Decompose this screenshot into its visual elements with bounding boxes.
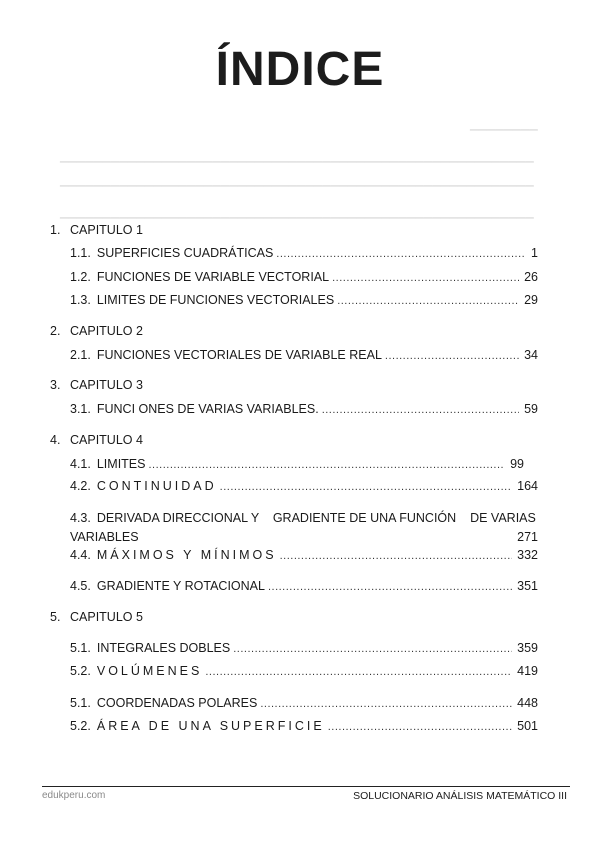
section-label: LIMITES DE FUNCIONES VECTORIALES — [96, 293, 335, 307]
section-number: 5.2. — [70, 664, 91, 678]
page-number: 164 — [517, 479, 538, 493]
bleed-through-text: ▁▁▁▁▁▁▁▁ — [470, 119, 538, 131]
page-number: 99 — [510, 457, 524, 471]
page-number: 332 — [517, 548, 538, 562]
leader-dots — [220, 481, 512, 493]
toc-entry[interactable] — [70, 579, 538, 593]
footer-divider — [42, 786, 570, 787]
chapter-label: CAPITULO 5 — [70, 610, 143, 624]
bleed-through-text: ▁▁▁▁▁▁▁▁▁▁▁▁▁▁▁▁▁▁▁▁▁▁▁▁▁▁▁▁▁▁▁▁▁▁▁▁▁▁▁▁▁▁▁▁▁▁▁▁▁▁▁▁▁▁▁▁ — [60, 207, 534, 219]
leader-dots — [385, 350, 519, 362]
page-number: 1 — [531, 246, 538, 260]
leader-dots — [280, 550, 513, 562]
section-label: COORDENADAS POLARES — [96, 696, 258, 710]
leader-dots — [337, 295, 519, 307]
section-label: FUNCI ONES DE VARIAS VARIABLES. — [96, 402, 319, 416]
bleed-through-text: ▁▁▁▁▁▁▁▁▁▁▁▁▁▁▁▁▁▁▁▁▁▁▁▁▁▁▁▁▁▁▁▁▁▁▁▁▁▁▁▁▁▁▁▁▁▁▁▁▁▁▁▁▁▁▁▁ — [60, 151, 534, 163]
section-number: 4.5. — [70, 579, 91, 593]
leader-dots — [260, 698, 512, 710]
leader-dots — [328, 721, 512, 733]
section-label: CONTINUIDAD — [96, 479, 217, 493]
leader-dots — [205, 666, 512, 678]
toc-entry[interactable] — [70, 246, 538, 260]
chapter-heading — [50, 223, 143, 237]
toc-entry[interactable] — [70, 457, 538, 471]
page-number: 359 — [517, 641, 538, 655]
section-label: VOLÚMENES — [96, 664, 203, 678]
chapter-label: CAPITULO 4 — [70, 433, 143, 447]
leader-dots — [276, 248, 526, 260]
section-label: DERIVADA DIRECCIONAL Y GRADIENTE DE UNA FUNCIÓN DE VARIAS — [96, 511, 536, 525]
section-label: FUNCIONES VECTORIALES DE VARIABLE REAL — [96, 348, 382, 362]
leader-dots — [148, 459, 505, 471]
section-label: INTEGRALES DOBLES — [96, 641, 231, 655]
page-number: 351 — [517, 579, 538, 593]
section-label: ÁREA DE UNA SUPERFICIE — [96, 719, 325, 733]
section-number: 1.1. — [70, 246, 91, 260]
footer-website: edukperu.com — [42, 790, 106, 801]
chapter-number: 2. — [50, 324, 61, 338]
chapter-label: CAPITULO 1 — [70, 223, 143, 237]
page-number: 26 — [524, 270, 538, 284]
toc-entry[interactable] — [70, 270, 538, 284]
section-number: 1.2. — [70, 270, 91, 284]
section-number: 1.3. — [70, 293, 91, 307]
toc-entry[interactable] — [70, 719, 538, 733]
toc-entry[interactable] — [70, 511, 538, 544]
toc-entry[interactable] — [70, 641, 538, 655]
section-number: 4.3. — [70, 511, 91, 525]
page-number: 271 — [517, 530, 538, 544]
footer-book-title: SOLUCIONARIO ANÁLISIS MATEMÁTICO III — [353, 790, 567, 802]
toc-entry[interactable] — [70, 548, 538, 562]
leader-dots — [233, 643, 512, 655]
toc-entry[interactable] — [70, 696, 538, 710]
page-number: 501 — [517, 719, 538, 733]
chapter-number: 4. — [50, 433, 61, 447]
leader-dots — [322, 404, 519, 416]
leader-dots — [332, 272, 519, 284]
toc-entry[interactable] — [70, 479, 538, 493]
section-number: 3.1. — [70, 402, 91, 416]
chapter-heading — [50, 433, 143, 447]
chapter-label: CAPITULO 2 — [70, 324, 143, 338]
section-label: GRADIENTE Y ROTACIONAL — [96, 579, 265, 593]
section-label: MÁXIMOS Y MÍNIMOS — [96, 548, 277, 562]
chapter-number: 1. — [50, 223, 61, 237]
section-label: FUNCIONES DE VARIABLE VECTORIAL — [96, 270, 330, 284]
section-number: 4.2. — [70, 479, 91, 493]
chapter-heading — [50, 610, 143, 624]
chapter-number: 5. — [50, 610, 61, 624]
toc-entry[interactable] — [70, 293, 538, 307]
section-number: 5.1. — [70, 696, 91, 710]
page-number: 419 — [517, 664, 538, 678]
page-title: ÍNDICE — [215, 43, 385, 96]
section-label-continued: VARIABLES — [70, 530, 139, 544]
section-number: 2.1. — [70, 348, 91, 362]
page-number: 29 — [524, 293, 538, 307]
section-number: 4.4. — [70, 548, 91, 562]
section-number: 4.1. — [70, 457, 91, 471]
toc-entry[interactable] — [70, 664, 538, 678]
chapter-label: CAPITULO 3 — [70, 378, 143, 392]
leader-dots — [268, 581, 512, 593]
page-number: 448 — [517, 696, 538, 710]
chapter-heading — [50, 324, 143, 338]
page-number: 59 — [524, 402, 538, 416]
page-number: 34 — [524, 348, 538, 362]
section-number: 5.1. — [70, 641, 91, 655]
section-label: LIMITES — [96, 457, 146, 471]
toc-entry[interactable] — [70, 348, 538, 362]
section-label: SUPERFICIES CUADRÁTICAS — [96, 246, 274, 260]
bleed-through-text: ▁▁▁▁▁▁▁▁▁▁▁▁▁▁▁▁▁▁▁▁▁▁▁▁▁▁▁▁▁▁▁▁▁▁▁▁▁▁▁▁▁▁▁▁▁▁▁▁▁▁▁▁▁▁▁▁ — [60, 175, 534, 187]
section-number: 5.2. — [70, 719, 91, 733]
toc-entry[interactable] — [70, 402, 538, 416]
chapter-number: 3. — [50, 378, 61, 392]
chapter-heading — [50, 378, 143, 392]
